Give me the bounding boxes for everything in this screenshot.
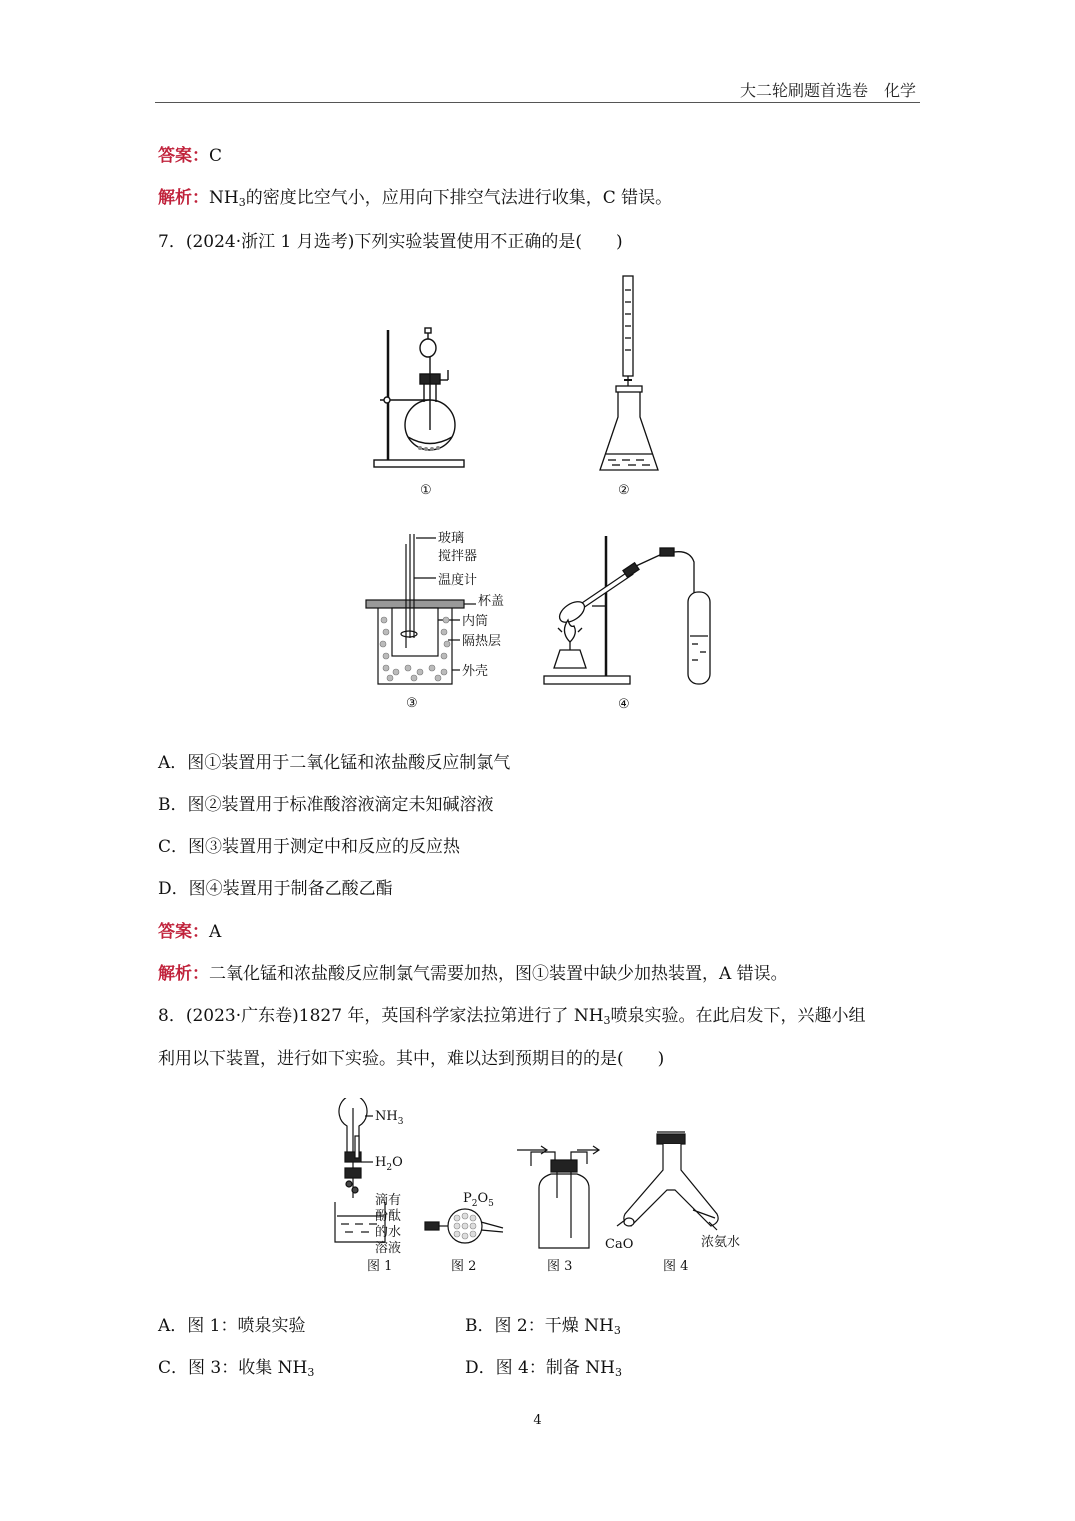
fig1-nh3-label: $NH_3$ [375,1109,404,1127]
analysis-label: 解析： [158,188,209,208]
q8-figures [325,1098,755,1280]
fig1-name: 图 1 [367,1259,393,1274]
q6-answer [158,141,222,166]
label-lid: 杯盖 [478,594,505,609]
q8-option-c: C．图 3：收集 $NH_3$ [158,1358,315,1379]
q6-analysis: 解析：$NH_3$的密度比空气小，应用向下排空气法进行收集，C 错误。 [158,188,673,209]
svg-text:酚酞: 酚酞 [375,1209,402,1224]
q7-option-b: B．图②装置用于标准酸溶液滴定未知碱溶液 [158,795,494,815]
svg-text:滴有: 滴有 [375,1193,402,1208]
page-header [155,76,920,103]
fig3-name: 图 3 [547,1259,573,1274]
svg-text:的水: 的水 [375,1225,402,1240]
q7-answer: 答案：A [158,922,222,942]
figure-3-label: ③ [406,696,418,711]
label-glass: 玻璃 [438,531,465,546]
label-stirrer: 搅拌器 [438,549,478,564]
q7-option-a: A．图①装置用于二氧化锰和浓盐酸反应制氯气 [158,753,511,773]
q7-option-d: D．图④装置用于制备乙酸乙酯 [158,879,393,899]
fig4-name: 图 4 [663,1259,689,1274]
figure-2-label: ② [618,483,630,498]
fig4-cao-label: CaO [605,1237,634,1252]
fig2-name: 图 2 [451,1259,477,1274]
label-shell: 外壳 [462,664,489,679]
fig1-h2o-label: $H_2O$ [375,1155,403,1173]
page-number: 4 [533,1413,542,1428]
q8-option-d: D．图 4：制备 $NH_3$ [465,1358,622,1379]
figure-3-calorimeter [362,528,512,713]
figure-4-ester-apparatus [540,532,720,714]
header-title: 大二轮刷题首选卷 化学 [739,81,916,100]
figure-1-chlorine-apparatus [368,322,468,500]
label-inner-cup: 内筒 [462,614,489,629]
q7-stem: 7．(2024·浙江 1 月选考)下列实验装置使用不正确的是( ) [158,232,623,252]
figure-4-label: ④ [618,697,630,712]
svg-text:溶液: 溶液 [375,1241,402,1256]
q8-stem-line-1: 8．(2023·广东卷)1827 年，英国科学家法拉第进行了 $NH_3$喷泉实验。在此启发下，兴趣小组 [158,1006,866,1027]
fig4-ammonia-label: 浓氨水 [701,1235,741,1250]
fig2-p2o5-label: $P_2O_5$ [463,1191,494,1209]
answer-value: C [209,146,223,166]
q8-stem-line-2: 利用以下装置，进行如下实验。其中，难以达到预期目的的是( ) [158,1049,665,1069]
label-insulation: 隔热层 [462,634,502,649]
label-thermometer: 温度计 [438,573,478,588]
figure-1-label: ① [420,483,432,498]
figure-2-titration-apparatus [592,272,672,500]
q8-option-a: A．图 1：喷泉实验 [158,1316,306,1336]
q7-option-c: C．图③装置用于测定中和反应的反应热 [158,837,461,857]
q8-option-b: B．图 2：干燥 $NH_3$ [465,1316,621,1337]
q7-analysis: 解析：二氧化锰和浓盐酸反应制氯气需要加热，图①装置中缺少加热装置，A 错误。 [158,964,788,984]
answer-label: 答案： [158,146,209,166]
